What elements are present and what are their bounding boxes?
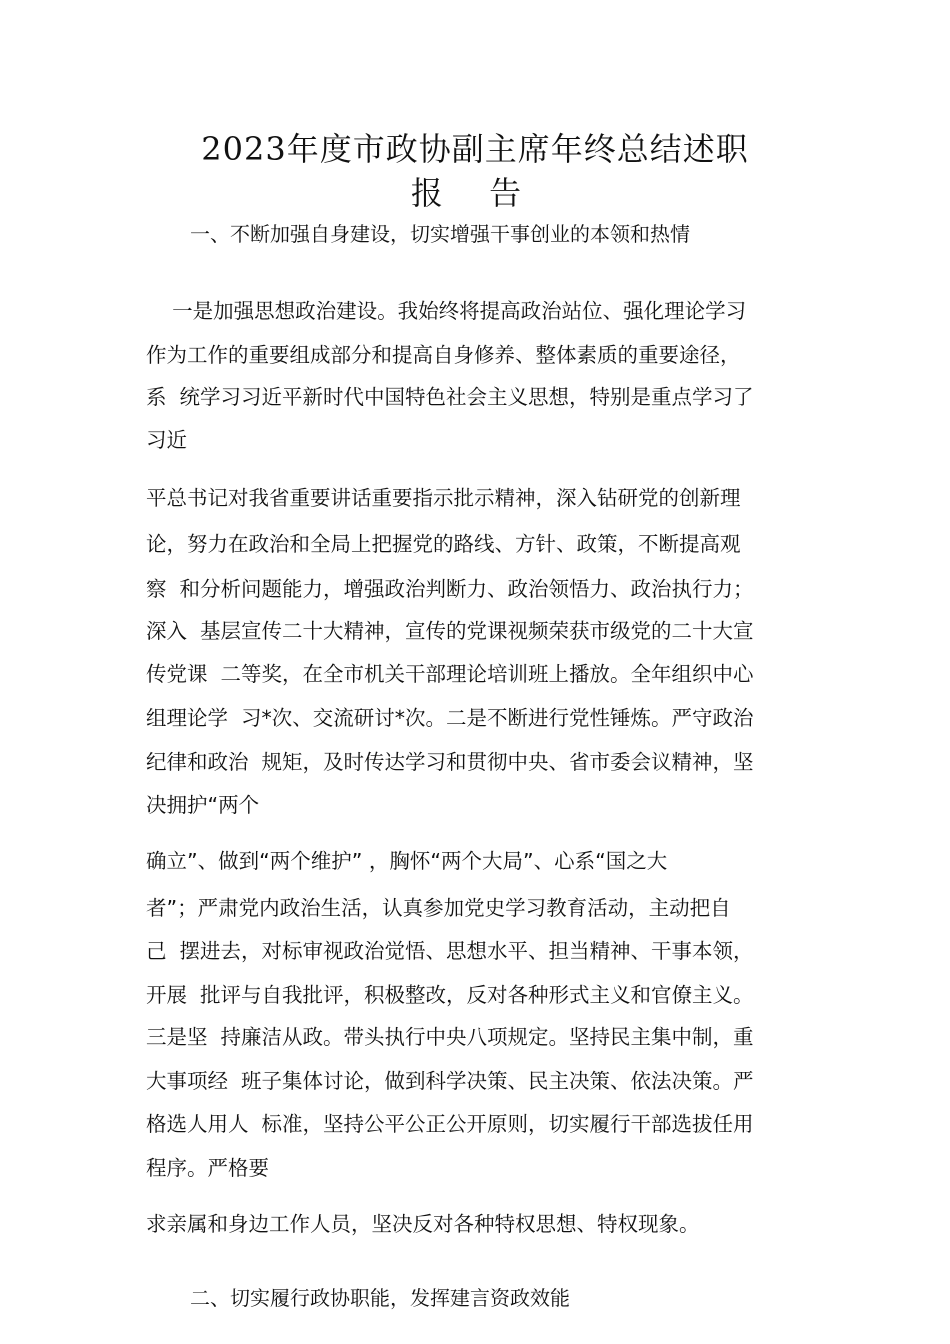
body-line: 求亲属和身边工作人员，坚决反对各种特权思想、特权现象。 xyxy=(146,1212,700,1236)
body-line: 三是坚 持廉洁从政。带头执行中央八项规定。坚持民主集中制，重 xyxy=(146,1025,754,1049)
body-line: 一是加强思想政治建设。我始终将提高政治站位、强化理论学习 xyxy=(146,299,747,323)
body-line: 者”；严肃党内政治生活，认真参加党史学习教育活动，主动把自 xyxy=(146,896,731,920)
body-line: 纪律和政治 规矩，及时传达学习和贯彻中央、省市委会议精神，坚 xyxy=(146,750,754,774)
body-line: 确立”、做到“两个维护” ，胸怀“两个大局”、心系“国之大 xyxy=(146,849,668,873)
body-line: 察 和分析问题能力，增强政治判断力、政治领悟力、政治执行力； xyxy=(146,577,754,601)
body-line: 深入 基层宣传二十大精神，宣传的党课视频荣获市级党的二十大宣 xyxy=(146,619,754,643)
body-line: 格选人用人 标准，坚持公平公正公开原则，切实履行干部选拔任用 xyxy=(146,1112,754,1136)
body-line: 作为工作的重要组成部分和提高自身修养、整体素质的重要途径， xyxy=(146,343,741,367)
body-line: 己 摆进去，对标审视政治觉悟、思想水平、担当精神、干事本领， xyxy=(146,939,754,963)
body-line: 论，努力在政治和全局上把握党的路线、方针、政策，不断提高观 xyxy=(146,532,741,556)
body-line: 平总书记对我省重要讲话重要指示批示精神，深入钻研党的创新理 xyxy=(146,486,741,510)
body-line: 习近 xyxy=(146,428,187,452)
document-title-line-1: 2023年度市政协副主席年终总结述职 xyxy=(201,130,749,168)
body-line: 开展 批评与自我批评，积极整改，反对各种形式主义和官僚主义。 xyxy=(146,983,754,1007)
body-line: 大事项经 班子集体讨论，做到科学决策、民主决策、依法决策。严 xyxy=(146,1069,754,1093)
body-line: 传党课 二等奖，在全市机关干部理论培训班上播放。全年组织中心 xyxy=(146,662,754,686)
document-title-line-2: 报 告 xyxy=(410,174,540,212)
body-line: 组理论学 习*次、交流研讨*次。二是不断进行党性锤炼。严守政治 xyxy=(146,706,754,730)
section-2-heading: 二、切实履行政协职能，发挥建言资政效能 xyxy=(190,1286,570,1310)
section-1-heading: 一、不断加强自身建设，切实增强干事创业的本领和热情 xyxy=(190,222,690,246)
body-line: 程序。严格要 xyxy=(146,1156,269,1180)
body-line: 决拥护“两个 xyxy=(146,793,260,817)
body-line: 系 统学习习近平新时代中国特色社会主义思想，特别是重点学习了 xyxy=(146,385,754,409)
